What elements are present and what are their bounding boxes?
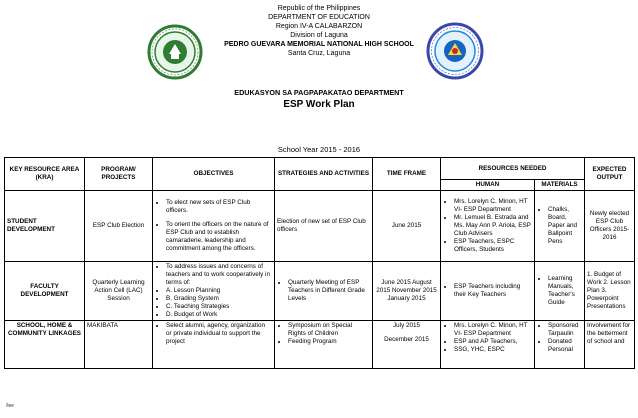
row2-human-item: • ESP Teachers including their Key Teachers [454,283,532,299]
row2-time-frame: June 2015 August 2015 November 2015 January 2015 [373,262,441,321]
col-header-output: EXPECTED OUTPUT [585,158,635,191]
page-title: ESP Work Plan [283,99,355,110]
row1-strategies: Election of new set of ESP Club officers [275,191,373,262]
row1-materials-item: • Chalks, Board, Paper and Ballpoint Pens [548,206,582,246]
table-header-row [5,158,635,180]
row3-kra: SCHOOL, HOME & COMMUNITY LINKAGES [5,321,85,369]
row2-strategies [275,262,373,321]
header-region: Region IV-A CALABARZON [275,23,363,30]
row2-objectives [153,262,275,321]
row3-materials-item: • Sponsored Tarpaulin [548,322,582,338]
table-row [5,262,635,321]
row3-time-frame [373,321,441,369]
row2-objective-item: • C. Teaching Strategies [166,303,272,311]
row3-human-item: • Mrs. Lorelyn C. Minon, HT VI- ESP Department [454,322,532,338]
row1-time-frame: June 2015 [373,191,441,262]
row2-materials [535,262,585,321]
row1-output: Newly elected ESP Club Officers 2015-2016 [585,191,635,262]
col-header-program: PROGRAM/ PROJECTS [85,158,153,191]
col-header-kra: KEY RESOURCE AREA (KRA) [5,158,85,191]
row2-objective-item: • D. Budget of Work [166,311,272,319]
col-header-resources: RESOURCES NEEDED [441,158,585,180]
row1-kra: STUDENT DEVELOPMENT [5,191,85,262]
row2-program: Quarterly Learning Action Cell (LAC) Session [85,262,153,321]
row3-time-frame-a: July 2015 [393,322,420,329]
work-plan-table [4,157,635,369]
header-school: PEDRO GUEVARA MEMORIAL NATIONAL HIGH SCHOOL [224,41,414,48]
row3-program: MAKIBATA [85,321,153,369]
row3-materials [535,321,585,369]
row1-human-item: • Mrs. Lorelyn C. Minon, HT VI- ESP Department [454,198,532,214]
row3-objective-item: • Select alumni, agency, organization or private individual to support the project [166,322,272,346]
footer-mark: /lee [6,403,15,409]
col-header-strategies: STRATEGIES AND ACTIVITIES [275,158,373,191]
row3-output: Involvement for the betterment of school and [585,321,635,369]
row3-strategy-item: • Symposium on Special Rights of Children [288,322,370,338]
header-deped: DEPARTMENT OF EDUCATION [268,14,370,21]
row3-human-item: • ESP and AP Teachers, [454,338,532,346]
row3-strategies [275,321,373,369]
department-name: EDUKASYON SA PAGPAPAKATAO DEPARTMENT [234,88,404,97]
row2-objective-item: • A. Lesson Planning [166,287,272,295]
row3-strategy-item: • Feeding Program [288,338,370,346]
row2-materials-item: • Learning Manuals, Teacher's Guide [548,275,582,307]
row2-kra: FACULTY DEVELOPMENT [5,262,85,321]
header-division: Division of Laguna [290,32,348,39]
row1-human-item: • ESP Teachers, ESPC Officers, Students [454,238,532,254]
row1-materials [535,191,585,262]
row3-human [441,321,535,369]
row1-program: ESP Club Election [85,191,153,262]
row3-human-item: • SSG, YHC, ESPC [454,346,532,354]
col-header-time-frame: TIME FRAME [373,158,441,191]
row3-time-frame-b: December 2015 [384,336,429,343]
row1-objective-item: • To orient the officers on the nature of ESP Club and to establish camaraderie, leadership and commitment among the officers. [166,221,272,253]
col-header-objectives: OBJECTIVES [153,158,275,191]
row2-output: 1. Budget of Work 2. Lesson Plan 3. Powerpoint Presentations [585,262,635,321]
col-header-materials: MATERIALS [535,180,585,191]
header-location: Santa Cruz, Laguna [287,50,351,57]
table-row [5,191,635,262]
table-row [5,321,635,369]
row1-human [441,191,535,262]
row1-objective-item: • To elect new sets of ESP Club officers. [166,199,272,215]
row2-objective-item: • To address issues and concerns of teachers and to work cooperatively in terms of: [166,263,272,287]
school-year: School Year 2015 - 2016 [277,145,361,154]
row3-objectives [153,321,275,369]
row2-human [441,262,535,321]
row3-materials-item: • Donated Personal [548,338,582,354]
row1-human-item: • Mr. Lemuel B. Estrada and Ms. May Ann P. Ariola, ESP Club Advisers [454,214,532,238]
header-republic: Republic of the Philippines [277,5,361,12]
col-header-human: HUMAN [441,180,535,191]
row2-objective-item: • B. Grading System [166,295,272,303]
row2-strategy-item: • Quarterly Meeting of ESP Teachers in Different Grade Levels [288,279,370,303]
row1-objectives [153,191,275,262]
